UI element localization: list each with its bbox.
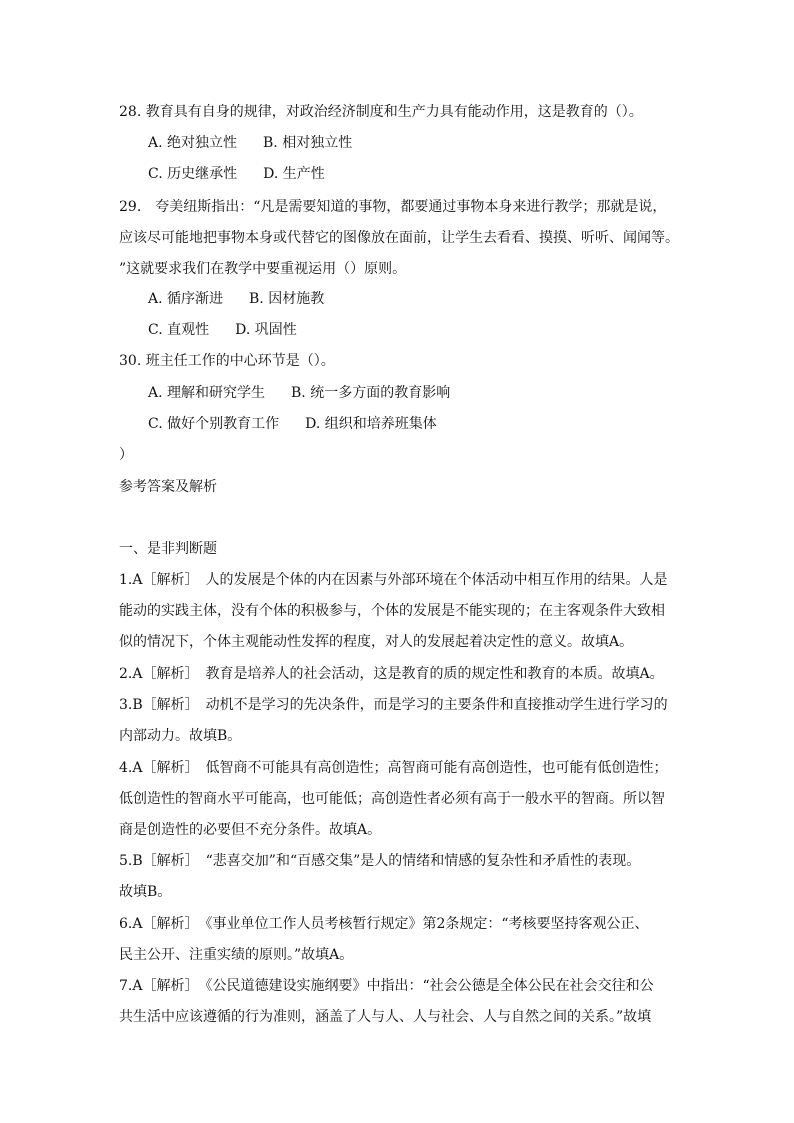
answer-line: 似的情况下，个体主观能动性发挥的程度，对人的发展起着决定性的意义。故填A。 — [119, 634, 634, 650]
answer-line: 2.A［解析］ 教育是培养人的社会活动，这是教育的质的规定性和教育的本质。故填A。 — [119, 666, 664, 682]
answer-line: 7.A［解析］ 《公民道德建设实施纲要》中指出：“社会公德是全体公民在社会交往和公 — [119, 978, 654, 994]
answer-line: 3.B［解析］ 动机不是学习的先决条件，而是学习的主要条件和直接推动学生进行学习的 — [119, 697, 668, 713]
question-30-option-c: C. 做好个别教育工作 — [148, 416, 280, 432]
answer-line: 能动的实践主体，没有个体的积极参与，个体的发展是不能实现的；在主客观条件大致相 — [119, 603, 665, 619]
question-28-option-b: B. 相对独立性 — [263, 135, 353, 151]
answer-line: 内部动力。故填B。 — [119, 728, 242, 744]
answer-line: 故填B。 — [119, 884, 172, 900]
answer-line: 共生活中应该遵循的行为准则，涵盖了人与人、人与社会、人与自然之间的关系。”故填 — [119, 1009, 652, 1025]
question-28-option-c: C. 历史继承性 — [148, 166, 238, 182]
stray-paren: ） — [119, 447, 133, 463]
answer-line: 4.A［解析］ 低智商不可能具有高创造性；高智商可能有高创造性，也可能有低创造性； — [119, 760, 668, 776]
question-28-option-a: A. 绝对独立性 — [148, 135, 238, 151]
question-29-stem-line-3: ”这就要求我们在教学中要重视运用（）原则。 — [119, 261, 407, 277]
question-28-stem: 28. 教育具有自身的规律，对政治经济制度和生产力具有能动作用，这是教育的（）。 — [119, 104, 643, 120]
question-28-options-row-2 — [148, 164, 325, 184]
question-29-options-row-2 — [148, 320, 297, 340]
question-29-options-row-1 — [148, 289, 324, 309]
question-30-stem: 30. 班主任工作的中心环节是（）。 — [119, 353, 335, 369]
answer-line: 商是创造性的必要但不充分条件。故填A。 — [119, 822, 382, 838]
question-30-options-row-2 — [148, 414, 437, 434]
question-29-option-c: C. 直观性 — [148, 322, 210, 338]
answer-line: 1.A［解析］ 人的发展是个体的内在因素与外部环境在个体活动中相互作用的结果。人是 — [119, 572, 668, 588]
answers-title: 参考答案及解析 — [119, 479, 217, 495]
question-29-stem-line-1: 29. 夸美纽斯指出：“凡是需要知道的事物，都要通过事物本身来进行教学；那就是说， — [119, 199, 667, 215]
question-30-option-b: B. 统一多方面的教育影响 — [291, 385, 451, 401]
question-30-option-a: A. 理解和研究学生 — [148, 385, 266, 401]
answer-line: 6.A［解析］ 《事业单位工作人员考核暂行规定》第2条规定：“考核要坚持客观公正、 — [119, 916, 649, 932]
answer-line: 低创造性的智商水平可能高，也可能低；高创造性者必须有高于一般水平的智商。所以智 — [119, 791, 665, 807]
question-30-options-row-1 — [148, 383, 450, 403]
question-29-stem-line-2: 应该尽可能地把事物本身或代替它的图像放在面前，让学生去看看、摸摸、听听、闻闻等。 — [119, 230, 679, 246]
question-29-option-a: A. 循序渐进 — [148, 291, 224, 307]
question-30-option-d: D. 组织和培养班集体 — [305, 416, 437, 432]
question-28-option-d: D. 生产性 — [263, 166, 325, 182]
section-title: 一、是非判断题 — [119, 541, 217, 557]
question-28-options-row-1 — [148, 133, 352, 153]
question-29-option-d: D. 巩固性 — [235, 322, 297, 338]
answer-line: 5.B［解析］ “悲喜交加”和“百感交集”是人的情绪和情感的复杂性和矛盾性的表现。 — [119, 853, 641, 869]
answer-line: 民主公开、注重实绩的原则。”故填A。 — [119, 947, 354, 963]
question-29-option-b: B. 因材施教 — [249, 291, 325, 307]
